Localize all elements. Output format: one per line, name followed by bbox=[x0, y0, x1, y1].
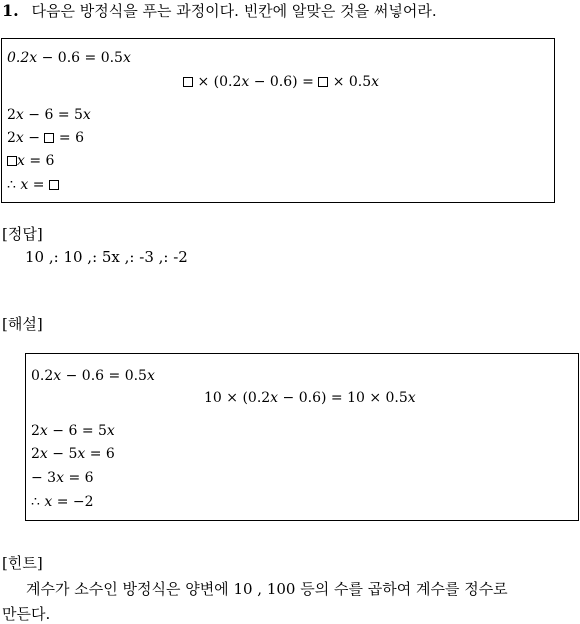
question-line-5: x = 6 bbox=[7, 153, 54, 169]
hint-line-2: 만든다. bbox=[2, 605, 51, 623]
question-number: 1. bbox=[2, 1, 19, 20]
hint-line-1: 계수가 소수인 방정식은 양변에 10 , 100 등의 수를 곱하여 계수를 정수로 bbox=[26, 580, 508, 598]
question-box bbox=[1, 38, 555, 203]
question-line-6: ∴ x = bbox=[7, 177, 59, 193]
solution-line-6: ∴ x = −2 bbox=[31, 494, 94, 510]
blank-box bbox=[318, 77, 328, 87]
blank-box bbox=[44, 133, 54, 143]
solution-line-3: 2x − 6 = 5x bbox=[31, 423, 115, 439]
answer-text: 10 ,: 10 ,: 5x ,: -3 ,: -2 bbox=[25, 248, 188, 266]
solution-line-4: 2x − 5x = 6 bbox=[31, 446, 115, 462]
blank-box bbox=[7, 156, 17, 166]
solution-box bbox=[25, 353, 579, 521]
question-line-4: 2x − = 6 bbox=[7, 130, 85, 146]
solution-line-5: − 3x = 6 bbox=[31, 470, 94, 486]
solution-line-2: 10 × (0.2x − 0.6) = 10 × 0.5x bbox=[204, 390, 416, 406]
question-prompt: 다음은 방정식을 푸는 과정이다. 빈칸에 알맞은 것을 써넣어라. bbox=[31, 2, 437, 20]
question-line-3: 2x − 6 = 5x bbox=[7, 107, 91, 123]
blank-box bbox=[183, 77, 193, 87]
solution-line-1: 0.2x − 0.6 = 0.5x bbox=[31, 368, 155, 384]
blank-box bbox=[49, 180, 59, 190]
question-line-2: × (0.2x − 0.6) = × 0.5x bbox=[183, 74, 379, 90]
hint-header: [힌트] bbox=[2, 554, 43, 572]
question-header bbox=[2, 0, 437, 21]
solution-header: [해설] bbox=[2, 315, 43, 333]
question-line-1: 0.2x − 0.6 = 0.5x bbox=[7, 50, 131, 66]
answer-header: [정답] bbox=[2, 225, 43, 243]
